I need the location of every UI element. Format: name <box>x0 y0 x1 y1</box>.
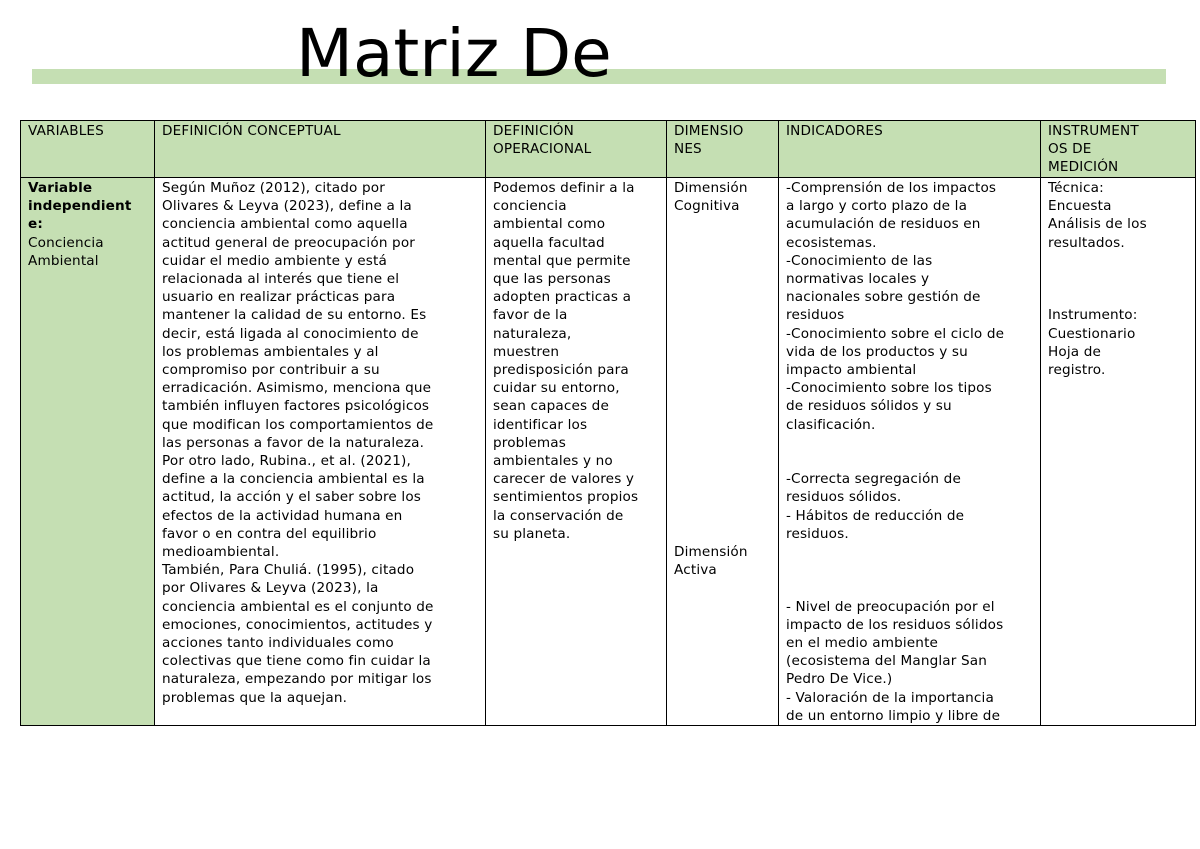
text-line: que modifican los comportamientos de <box>162 416 434 433</box>
text-line: e: <box>28 216 43 233</box>
text-line: residuos. <box>786 525 849 542</box>
header-indicadores <box>779 121 1041 178</box>
text-line: impacto ambiental <box>786 362 917 379</box>
text-line: muestren <box>493 343 560 360</box>
instrumentos-cell <box>1041 178 1196 726</box>
text-line: OS DE <box>1048 141 1092 158</box>
text-line: los problemas ambientales y al <box>162 343 379 360</box>
dimension-cognitiva <box>674 179 772 215</box>
header-row <box>21 121 1196 178</box>
indicadores-segregacion <box>786 470 1034 543</box>
header-definicion-conceptual <box>155 121 486 178</box>
text-line: Según Muñoz (2012), citado por <box>162 180 385 196</box>
text-line: - Hábitos de reducción de <box>786 507 965 524</box>
text-line: - Valoración de la importancia <box>786 689 994 706</box>
text-line: -Correcta segregación de <box>786 471 961 488</box>
text-line: OPERACIONAL <box>493 141 592 158</box>
text-line: NES <box>674 141 702 158</box>
text-line: independient <box>28 198 132 215</box>
text-line: también influyen factores psicológicos <box>162 398 430 415</box>
text-line: su planeta. <box>493 525 571 542</box>
text-line: Variable <box>28 180 93 196</box>
text-line: sean capaces de <box>493 398 609 415</box>
text-line: conciencia ambiental como aquella <box>162 216 408 233</box>
text-line: favor o en contra del equilibrio <box>162 525 377 542</box>
text-line: Olivares & Leyva (2023), define a la <box>162 198 412 215</box>
text-line: a largo y corto plazo de la <box>786 198 968 215</box>
dimension-activa <box>674 543 772 579</box>
text-line: que las personas <box>493 271 611 288</box>
text-line: colectivas que tiene como fin cuidar la <box>162 653 431 670</box>
text-line: define a la conciencia ambiental es la <box>162 471 425 488</box>
text-line: VARIABLES <box>28 123 104 139</box>
text-line: de residuos sólidos y su <box>786 398 952 415</box>
dimensiones-cell <box>667 178 779 726</box>
text-line: carecer de valores y <box>493 471 635 488</box>
text-line: identificar los <box>493 416 588 433</box>
text-line: medioambiental. <box>162 544 280 561</box>
text-line: INSTRUMENT <box>1048 123 1139 139</box>
indicadores-activa <box>786 598 1034 725</box>
text-line: registro. <box>1048 362 1106 379</box>
text-line: Activa <box>674 562 717 579</box>
text-line: cuidar el medio ambiente y está <box>162 252 387 269</box>
text-line: Cognitiva <box>674 198 740 215</box>
text-line: actitud, la acción y el saber sobre los <box>162 489 422 506</box>
text-line: INDICADORES <box>786 123 883 139</box>
text-line: naturaleza, <box>493 325 572 342</box>
text-line: problemas que la aquejan. <box>162 689 348 706</box>
text-line: - Nivel de preocupación por el <box>786 598 995 615</box>
text-line: clasificación. <box>786 416 876 433</box>
text-line: Hoja de <box>1048 343 1102 360</box>
text-line: sentimientos propios <box>493 489 639 506</box>
text-line: compromiso por contribuir a su <box>162 362 380 379</box>
text-line: efectos de la actividad humana en <box>162 507 403 524</box>
text-line: Conciencia <box>28 234 104 251</box>
text-line: acciones tanto individuales como <box>162 635 394 652</box>
page-title: Matriz De <box>296 15 612 92</box>
text-line: erradicación. Asimismo, menciona que <box>162 380 432 397</box>
text-line: aquella facultad <box>493 234 605 251</box>
definicion-conceptual-cell <box>155 178 486 726</box>
text-line: (ecosistema del Manglar San <box>786 653 988 670</box>
text-line: residuos <box>786 307 845 324</box>
text-line: DEFINICIÓN CONCEPTUAL <box>162 123 341 139</box>
text-line: cuidar su entorno, <box>493 380 620 397</box>
text-line: adopten practicas a <box>493 289 632 306</box>
text-line: conciencia <box>493 198 567 215</box>
text-line: problemas <box>493 434 567 451</box>
text-line: naturaleza, empezando por mitigar los <box>162 671 432 688</box>
text-line: la conservación de <box>493 507 624 524</box>
text-line: MEDICIÓN <box>1048 159 1119 176</box>
text-line: -Conocimiento sobre el ciclo de <box>786 325 1005 342</box>
text-line: Técnica: <box>1048 180 1104 196</box>
header-definicion-operacional <box>486 121 667 178</box>
indicadores-cell <box>779 178 1041 726</box>
text-line: decir, está ligada al conocimiento de <box>162 325 419 342</box>
text-line: Encuesta <box>1048 198 1112 215</box>
text-line: -Conocimiento sobre los tipos <box>786 380 992 397</box>
header-variables <box>21 121 155 178</box>
text-line: Análisis de los <box>1048 216 1147 233</box>
tecnica-block <box>1048 179 1189 252</box>
matrix-table <box>20 120 1196 726</box>
text-line: conciencia ambiental es el conjunto de <box>162 598 434 615</box>
text-line: emociones, conocimientos, actitudes y <box>162 616 433 633</box>
text-line: impacto de los residuos sólidos <box>786 616 1004 633</box>
text-line: relacionada al interés que tiene el <box>162 271 400 288</box>
text-line: DEFINICIÓN <box>493 123 574 139</box>
text-line: en el medio ambiente <box>786 635 939 652</box>
text-line: Pedro De Vice.) <box>786 671 893 688</box>
text-line: favor de la <box>493 307 568 324</box>
header-instrumentos <box>1041 121 1196 178</box>
text-line: Instrumento: <box>1048 307 1138 324</box>
text-line: También, Para Chuliá. (1995), citado <box>162 562 415 579</box>
text-line: de un entorno limpio y libre de <box>786 707 1001 724</box>
text-line: ecosistemas. <box>786 234 877 251</box>
text-line: ambientales y no <box>493 453 613 470</box>
text-line: -Comprensión de los impactos <box>786 180 997 196</box>
text-line: Ambiental <box>28 252 99 269</box>
text-line: acumulación de residuos en <box>786 216 981 233</box>
text-line: predisposición para <box>493 362 629 379</box>
header-dimensiones <box>667 121 779 178</box>
text-line: DIMENSIO <box>674 123 744 139</box>
text-line: normativas locales y <box>786 271 930 288</box>
text-line: por Olivares & Leyva (2023), la <box>162 580 379 597</box>
text-line: mantener la calidad de su entorno. Es <box>162 307 427 324</box>
instrumento-block <box>1048 306 1189 379</box>
text-line: las personas a favor de la naturaleza. <box>162 434 425 451</box>
indicadores-cognitiva <box>786 179 1034 434</box>
variable-cell <box>21 178 155 726</box>
text-line: usuario en realizar prácticas para <box>162 289 396 306</box>
table-row <box>21 178 1196 726</box>
text-line: Podemos definir a la <box>493 180 635 196</box>
text-line: ambiental como <box>493 216 606 233</box>
text-line: -Conocimiento de las <box>786 252 933 269</box>
text-line: Por otro lado, Rubina., et al. (2021), <box>162 453 411 470</box>
variable-label <box>28 179 148 234</box>
text-line: mental que permite <box>493 252 631 269</box>
text-line: resultados. <box>1048 234 1125 251</box>
text-line: Cuestionario <box>1048 325 1136 342</box>
text-line: residuos sólidos. <box>786 489 902 506</box>
text-line: vida de los productos y su <box>786 343 968 360</box>
variable-name <box>28 234 148 270</box>
text-line: Dimensión <box>674 544 748 560</box>
definicion-operacional-cell <box>486 178 667 726</box>
text-line: nacionales sobre gestión de <box>786 289 981 306</box>
text-line: Dimensión <box>674 180 748 196</box>
text-line: actitud general de preocupación por <box>162 234 416 251</box>
